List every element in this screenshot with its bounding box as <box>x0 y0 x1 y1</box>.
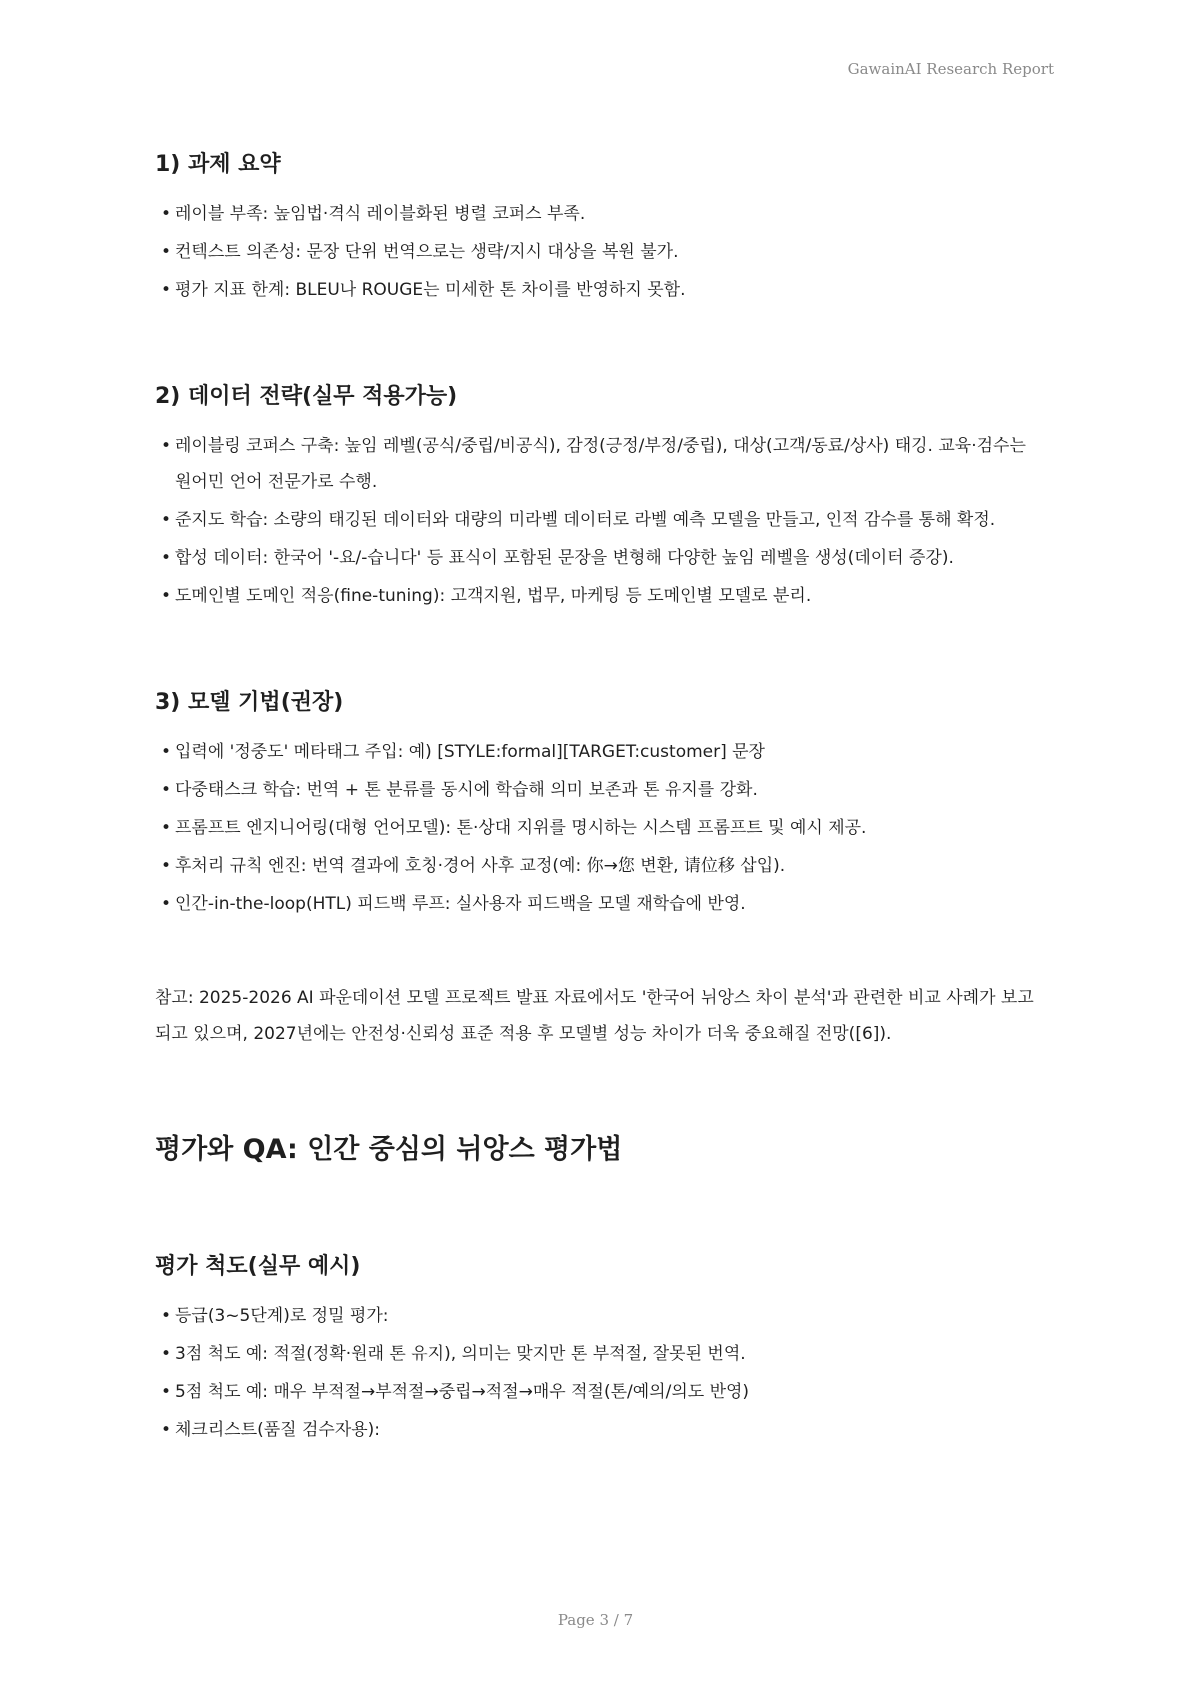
running-header: GawainAI Research Report <box>847 60 1054 78</box>
list-item: • 체크리스트(품질 검수자용): <box>155 1412 1045 1448</box>
section-task-summary <box>155 148 1045 308</box>
section-heading: 1) 과제 요약 <box>155 152 281 177</box>
bullet-list <box>155 734 1045 922</box>
section-eval-scale <box>155 1250 1045 1448</box>
section-model-techniques <box>155 686 1045 922</box>
section-heading: 평가 척도(실무 예시) <box>155 1254 361 1279</box>
list-item: • 도메인별 도메인 적응(fine-tuning): 고객지원, 법무, 마케팅 등 도메인별 모델로 분리. <box>155 578 1045 614</box>
reference-note: 참고: 2025-2026 AI 파운데이션 모델 프로젝트 발표 자료에서도 '한국어 뉘앙스 차이 분석'과 관련한 비교 사례가 보고되고 있으며, 2027년에는 안전성·신뢰성 표준 적용 후 모델별 성능 차이가 더욱 중요해질 전망([6]). <box>155 988 1034 1044</box>
bullet-list <box>155 428 1045 614</box>
list-item: • 5점 척도 예: 매우 부적절→부적절→중립→적절→매우 적절(톤/예의/의도 반영) <box>155 1374 1045 1410</box>
list-item: • 3점 척도 예: 적절(정확·원래 톤 유지), 의미는 맞지만 톤 부적절, 잘못된 번역. <box>155 1336 1045 1372</box>
section-heading: 2) 데이터 전략(실무 적용가능) <box>155 384 458 409</box>
list-item: • 준지도 학습: 소량의 태깅된 데이터와 대량의 미라벨 데이터로 라벨 예측 모델을 만들고, 인적 감수를 통해 확정. <box>155 502 1045 538</box>
section-data-strategy <box>155 380 1045 614</box>
section-heading: 3) 모델 기법(권장) <box>155 690 344 715</box>
list-item: • 인간-in-the-loop(HTL) 피드백 루프: 실사용자 피드백을 모델 재학습에 반영. <box>155 886 1045 922</box>
page-number: Page 3 / 7 <box>557 1611 634 1629</box>
bullet-list <box>155 1298 1045 1448</box>
list-item: • 다중태스크 학습: 번역 + 톤 분류를 동시에 학습해 의미 보존과 톤 유지를 강화. <box>155 772 1045 808</box>
chapter-heading: 평가와 QA: 인간 중심의 뉘앙스 평가법 <box>155 1134 623 1165</box>
list-item: • 컨텍스트 의존성: 문장 단위 번역으로는 생략/지시 대상을 복원 불가. <box>155 234 1045 270</box>
list-item: • 레이블 부족: 높임법·격식 레이블화된 병렬 코퍼스 부족. <box>155 196 1045 232</box>
list-item: • 후처리 규칙 엔진: 번역 결과에 호칭·경어 사후 교정(예: 你→您 변환, 请位移 삽입). <box>155 848 1045 884</box>
list-item: • 등급(3~5단계)로 정밀 평가: <box>155 1298 1045 1334</box>
page-content <box>155 148 1045 1450</box>
bullet-list <box>155 196 1045 308</box>
list-item: • 합성 데이터: 한국어 '-요/-습니다' 등 표식이 포함된 문장을 변형해 다양한 높임 레벨을 생성(데이터 증강). <box>155 540 1045 576</box>
list-item: • 평가 지표 한계: BLEU나 ROUGE는 미세한 톤 차이를 반영하지 못함. <box>155 272 1045 308</box>
list-item: • 입력에 '정중도' 메타태그 주입: 예) [STYLE:formal][TARGET:customer] 문장 <box>155 734 1045 770</box>
list-item: • 레이블링 코퍼스 구축: 높임 레벨(공식/중립/비공식), 감정(긍정/부정/중립), 대상(고객/동료/상사) 태깅. 교육·검수는 원어민 언어 전문가로 수행. <box>155 428 1045 500</box>
list-item: • 프롬프트 엔지니어링(대형 언어모델): 톤·상대 지위를 명시하는 시스템 프롬프트 및 예시 제공. <box>155 810 1045 846</box>
